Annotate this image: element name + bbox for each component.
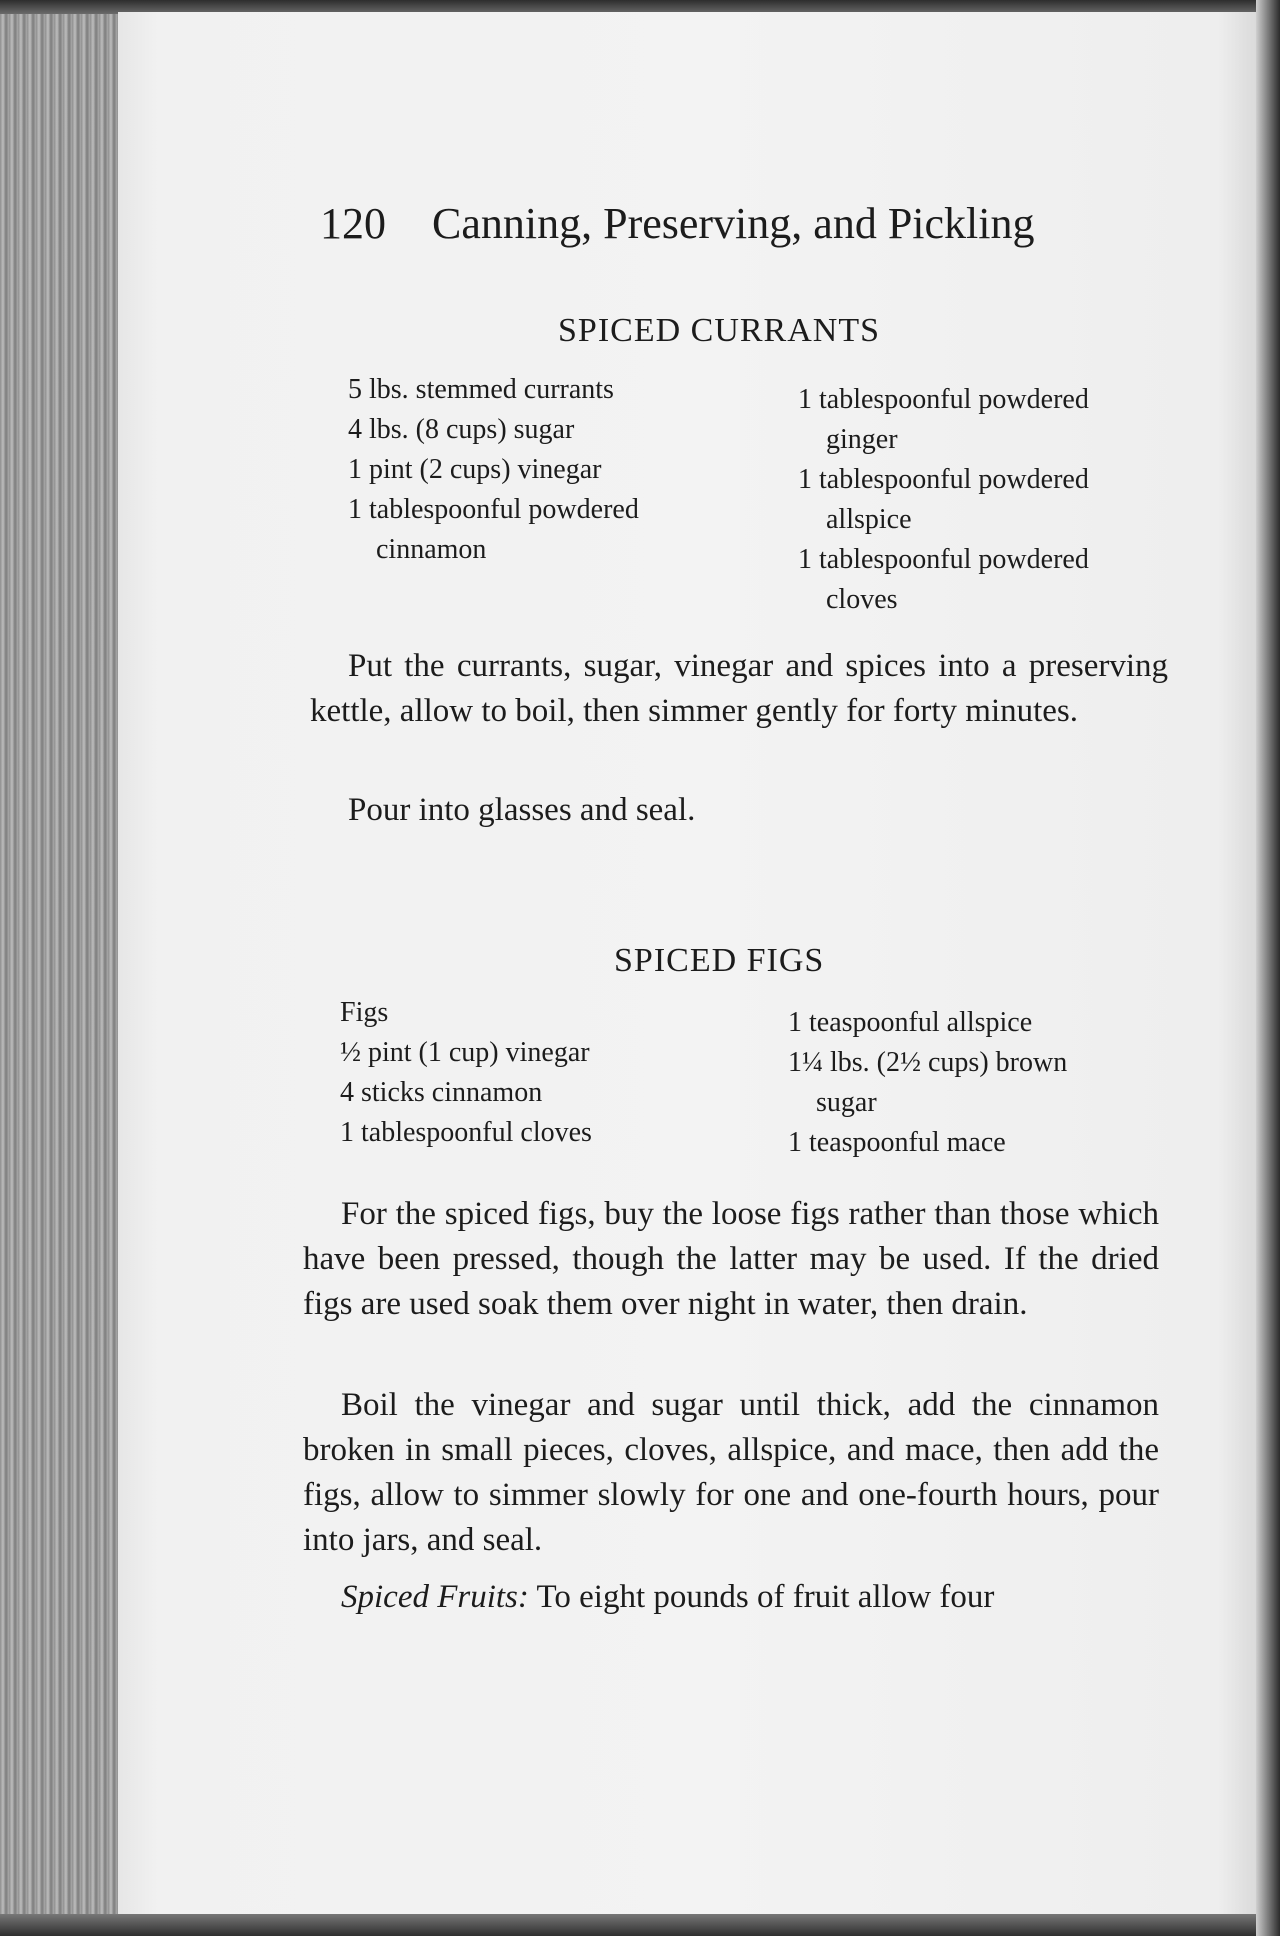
page-number: 120 bbox=[320, 199, 386, 248]
ingredients-left-column bbox=[340, 993, 720, 1153]
ingredient-item: 4 lbs. (8 cups) sugar bbox=[348, 414, 575, 445]
ingredient-item: Figs bbox=[340, 997, 389, 1028]
paragraph: Pour into glasses and seal. bbox=[348, 792, 696, 828]
paragraph: For the spiced figs, buy the loose figs rather than those which have been pressed, though the latter may be used. If the dried figs are used soak them over night in water, then drain. bbox=[303, 1196, 1159, 1322]
ingredient-item: 1 teaspoonful allspice bbox=[788, 1007, 1033, 1038]
ingredient-item: 1 tablespoonful powdered cinnamon bbox=[348, 494, 639, 565]
ingredient-item: ½ pint (1 cup) vinegar bbox=[340, 1037, 590, 1068]
ingredient-item: 1 tablespoonful cloves bbox=[340, 1117, 592, 1148]
ingredient-item: 1 teaspoonful mace bbox=[788, 1127, 1006, 1158]
paragraph: Boil the vinegar and sugar until thick, add the cinnamon broken in small pieces, cloves, allspice, and mace, then add the figs, allow to simmer slowly for one and one-fourth hours, pour into jars, and seal. bbox=[303, 1387, 1159, 1558]
ingredients-spiced-figs bbox=[340, 993, 1160, 1173]
paragraph bbox=[303, 1575, 1159, 1620]
ingredient-item: 5 lbs. stemmed currants bbox=[348, 374, 614, 405]
ingredients-right-column bbox=[788, 1003, 1168, 1163]
italic-lead: Spiced Fruits: bbox=[341, 1579, 529, 1615]
section-title-spiced-currants: SPICED CURRANTS bbox=[558, 312, 881, 349]
ingredient-item: 4 sticks cinnamon bbox=[340, 1077, 543, 1108]
ingredients-spiced-currants bbox=[348, 370, 1168, 620]
section-title-spiced-figs: SPICED FIGS bbox=[614, 942, 825, 979]
ingredient-item: 1 tablespoonful powdered allspice bbox=[798, 464, 1089, 535]
ingredient-item: 1 pint (2 cups) vinegar bbox=[348, 454, 602, 485]
ingredients-left-column bbox=[348, 370, 728, 570]
page-header bbox=[320, 198, 1100, 258]
ingredients-right-column bbox=[798, 380, 1168, 620]
bottom-edge bbox=[0, 1914, 1280, 1936]
right-edge-shadow bbox=[1256, 0, 1280, 1936]
ingredient-item: 1¼ lbs. (2½ cups) brown sugar bbox=[788, 1047, 1068, 1118]
page-edges bbox=[0, 0, 120, 1936]
ingredient-item: 1 tablespoonful powdered cloves bbox=[798, 544, 1089, 615]
running-title: Canning, Preserving, and Pickling bbox=[432, 199, 1035, 248]
ingredient-item: 1 tablespoonful powdered ginger bbox=[798, 384, 1089, 455]
paragraph-text: To eight pounds of fruit allow four bbox=[528, 1579, 995, 1615]
paragraph: Put the currants, sugar, vinegar and spices into a preserving kettle, allow to boil, then simmer gently for forty minutes. bbox=[310, 648, 1168, 729]
